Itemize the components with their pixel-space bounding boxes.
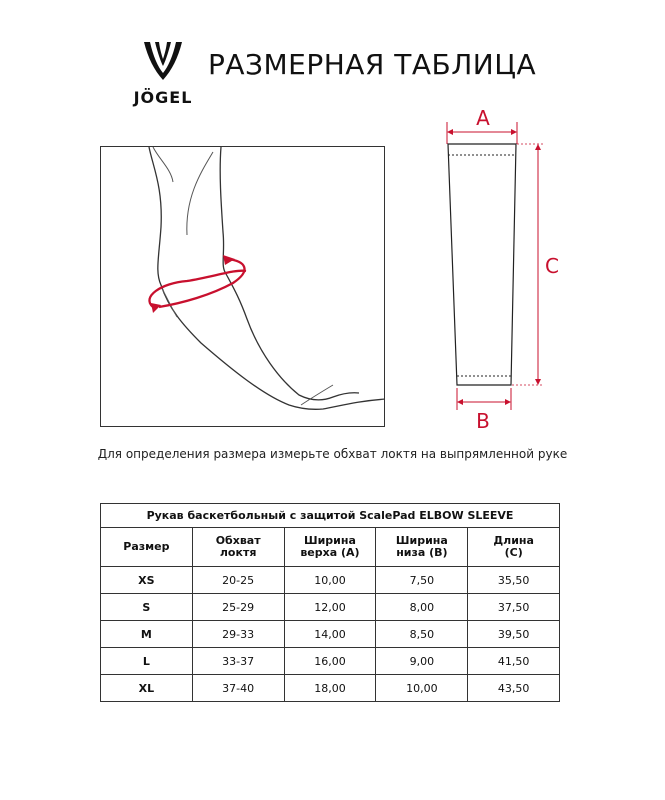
jogel-logo-icon xyxy=(140,40,186,84)
cell-bottom-width: 10,00 xyxy=(376,675,468,702)
cell-bottom-width: 8,50 xyxy=(376,621,468,648)
header-elbow-girth: Обхват локтя xyxy=(192,528,284,567)
cell-bottom-width: 8,00 xyxy=(376,594,468,621)
size-table xyxy=(100,503,560,702)
cell-top-width: 16,00 xyxy=(284,648,376,675)
header-length: Длина (C) xyxy=(468,528,560,567)
cell-top-width: 12,00 xyxy=(284,594,376,621)
circumference-arrow-icon xyxy=(149,255,246,313)
brand-name: JÖGEL xyxy=(133,88,193,107)
cell-size: S xyxy=(101,594,193,621)
cell-elbow-girth: 33-37 xyxy=(192,648,284,675)
dimension-label-b: B xyxy=(476,409,490,433)
table-row xyxy=(101,594,560,621)
dimension-label-c: C xyxy=(545,254,559,278)
cell-top-width: 14,00 xyxy=(284,621,376,648)
cell-length: 39,50 xyxy=(468,621,560,648)
cell-size: L xyxy=(101,648,193,675)
table-row xyxy=(101,675,560,702)
table-row xyxy=(101,567,560,594)
sleeve-diagram xyxy=(425,100,575,435)
cell-length: 41,50 xyxy=(468,648,560,675)
cell-length: 35,50 xyxy=(468,567,560,594)
cell-elbow-girth: 25-29 xyxy=(192,594,284,621)
cell-bottom-width: 7,50 xyxy=(376,567,468,594)
header-top-width: Ширина верха (A) xyxy=(284,528,376,567)
cell-size: XS xyxy=(101,567,193,594)
brand-logo xyxy=(128,40,198,108)
page-title: РАЗМЕРНАЯ ТАБЛИЦА xyxy=(208,48,537,81)
cell-elbow-girth: 37-40 xyxy=(192,675,284,702)
header-size: Размер xyxy=(101,528,193,567)
table-caption: Рукав баскетбольный с защитой ScalePad ELBOW SLEEVE xyxy=(101,504,560,528)
cell-top-width: 10,00 xyxy=(284,567,376,594)
table-row xyxy=(101,621,560,648)
cell-size: XL xyxy=(101,675,193,702)
cell-length: 37,50 xyxy=(468,594,560,621)
dimension-label-a: A xyxy=(476,106,490,130)
cell-bottom-width: 9,00 xyxy=(376,648,468,675)
cell-length: 43,50 xyxy=(468,675,560,702)
header-bottom-width: Ширина низа (B) xyxy=(376,528,468,567)
cell-top-width: 18,00 xyxy=(284,675,376,702)
measurement-illustration xyxy=(100,146,385,427)
table-row xyxy=(101,648,560,675)
cell-elbow-girth: 29-33 xyxy=(192,621,284,648)
cell-size: M xyxy=(101,621,193,648)
measurement-instruction: Для определения размера измерьте обхват локтя на выпрямленной руке xyxy=(97,447,568,461)
cell-elbow-girth: 20-25 xyxy=(192,567,284,594)
